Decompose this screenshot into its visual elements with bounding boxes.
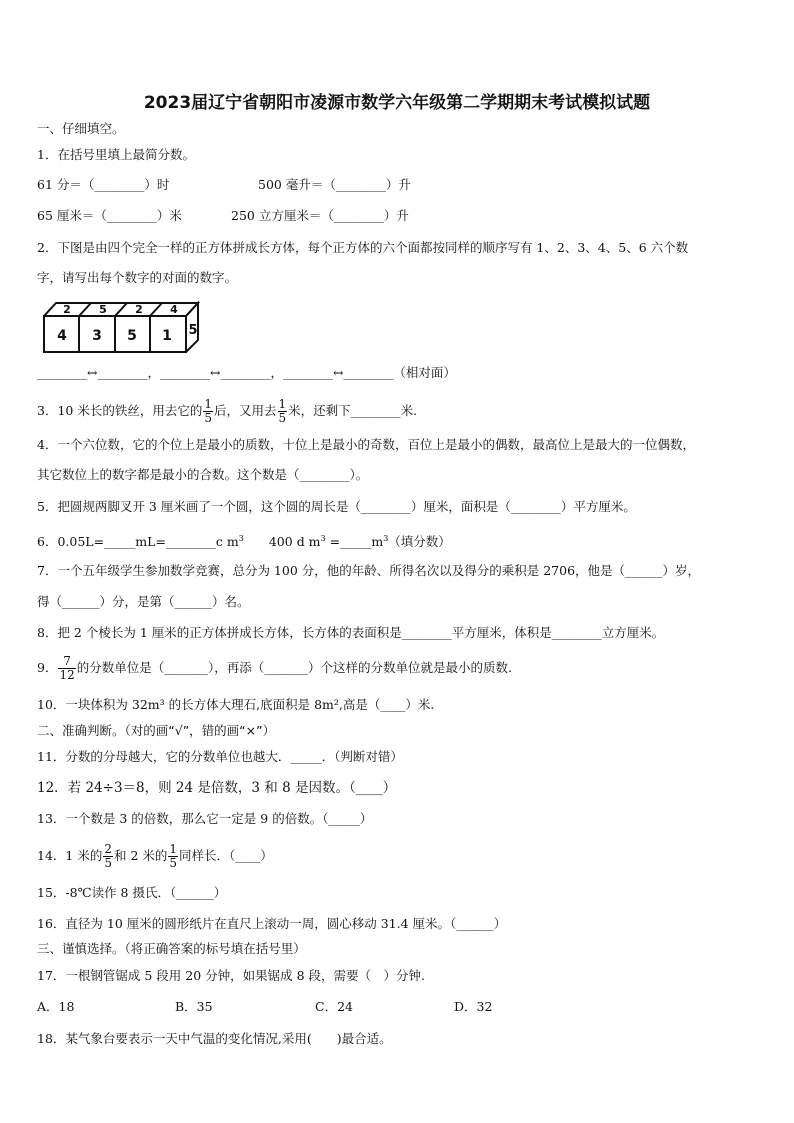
numerator: 1 <box>169 842 178 856</box>
exponent: 3 <box>383 534 389 543</box>
question-1-item-b: 500 毫升＝（________）升 <box>258 177 411 192</box>
fraction-one-fifth <box>278 398 288 425</box>
question-6-part-d: （填分数） <box>388 534 451 550</box>
front-face-2: 3 <box>92 328 102 344</box>
top-face-2: 5 <box>99 303 107 316</box>
page-title: 2023届辽宁省朝阳市凌源市数学六年级第二学期期末考试模拟试题 <box>143 93 651 113</box>
question-17-stem: 17．一根钢管锯成 5 段用 20 分钟，如果锯成 8 段，需要（ ）分钟. <box>37 968 426 983</box>
question-17-option-c: C．24 <box>315 999 353 1014</box>
question-14-part-a: 14．1 米的 <box>37 848 103 863</box>
question-1-item-c: 65 厘米＝（________）米 <box>37 208 182 223</box>
question-13: 13．一个数是 3 的倍数，那么它一定是 9 的倍数。（_____） <box>37 811 373 826</box>
question-2-stem-line1: 2．下图是由四个完全一样的正方体拼成长方体，每个正方体的六个面都按同样的顺序写有 1、2、3、4、5、6 六个数 <box>37 240 689 255</box>
cuboid-figure <box>42 300 202 356</box>
question-12: 12．若 24÷3＝8，则 24 是倍数，3 和 8 是因数。（____） <box>37 780 397 796</box>
top-face-4: 4 <box>170 303 178 316</box>
numerator: 2 <box>104 842 112 856</box>
question-6 <box>37 530 451 551</box>
question-2-answer-pairs: ________↔________，________↔________，________↔________（相对面） <box>37 365 456 380</box>
question-16: 16．直径为 10 厘米的圆形纸片在直尺上滚动一周，圆心移动 31.4 厘米。（______） <box>37 916 507 931</box>
denominator: 5 <box>169 856 178 870</box>
question-3-part-b: 后，又用去 <box>213 403 277 418</box>
fraction-one-fifth <box>203 398 213 425</box>
section-heading-2: 二、准确判断。（对的画“√”，错的画“×”） <box>37 723 276 738</box>
question-11: 11．分数的分母越大，它的分数单位也越大．_____．（判断对错） <box>37 749 403 764</box>
question-1-item-d: 250 立方厘米＝（________）升 <box>231 208 409 223</box>
front-face-4: 1 <box>162 328 172 344</box>
question-9 <box>37 655 512 682</box>
question-17-option-d: D．32 <box>454 999 493 1014</box>
question-9-part-b: 的分数单位是（_______），再添（_______）个这样的分数单位就是最小的质数. <box>76 660 512 675</box>
exponent: 3 <box>320 534 326 543</box>
fraction-seven-twelfths <box>58 655 75 682</box>
question-5: 5．把圆规两脚叉开 3 厘米画了一个圆，这个圆的周长是（________）厘米，面积是（________）平方厘米。 <box>37 499 636 514</box>
question-15: 15．-8℃读作 8 摄氏．（______） <box>37 885 227 900</box>
top-face-3: 2 <box>135 303 143 316</box>
section-heading-1: 一、仔细填空。 <box>37 121 125 136</box>
denominator: 12 <box>59 668 75 682</box>
question-3 <box>37 398 417 425</box>
question-1-item-a: 61 分＝（________）时 <box>37 177 170 192</box>
top-face-1: 2 <box>63 303 71 316</box>
numerator: 7 <box>58 655 75 669</box>
question-17-option-b: B．35 <box>175 999 213 1014</box>
question-4-line2: 其它数位上的数字都是最小的合数。这个数是（________）。 <box>37 467 369 482</box>
fraction-two-fifths <box>103 843 113 870</box>
side-face: 5 <box>188 323 198 338</box>
front-face-1: 4 <box>57 328 67 344</box>
question-1-stem: 1．在括号里填上最简分数。 <box>37 147 195 162</box>
question-8: 8．把 2 个棱长为 1 厘米的正方体拼成长方体，长方体的表面积是________平方厘米，体积是________立方厘米。 <box>37 625 665 640</box>
denominator: 5 <box>104 856 112 870</box>
numerator: 1 <box>278 397 287 411</box>
front-face-3: 5 <box>127 328 137 344</box>
question-14-part-c: 同样长．（____） <box>179 848 273 863</box>
question-9-part-a: 9． <box>37 660 58 675</box>
question-6-part-a: 6．0.05L=_____mL=________c m <box>37 534 239 550</box>
question-7-line2: 得（______）分，是第（______）名。 <box>37 594 250 609</box>
question-3-part-c: 米，还剩下________米. <box>288 403 418 418</box>
section-heading-3: 三、谨慎选择。（将正确答案的标号填在括号里） <box>37 941 306 956</box>
question-14 <box>37 843 273 870</box>
question-6-part-b: 400 d m <box>243 534 321 550</box>
question-4-line1: 4．一个六位数，它的个位上是最小的质数，十位上是最小的奇数，百位上是最小的偶数，最高位上是最大的一位偶数， <box>37 437 695 452</box>
question-14-part-b: 和 2 米的 <box>113 848 168 863</box>
question-10: 10．一块体积为 32m³ 的长方体大理石,底面积是 8m²,高是（____）米. <box>37 697 435 712</box>
denominator: 5 <box>278 411 287 425</box>
question-6-part-c: =_____m <box>325 534 384 550</box>
fraction-one-fifth <box>168 843 178 870</box>
question-2-stem-line2: 字，请写出每个数字的对面的数字。 <box>37 270 238 285</box>
question-3-part-a: 3．10 米长的铁丝，用去它的 <box>37 403 203 418</box>
denominator: 5 <box>204 411 212 425</box>
question-18: 18．某气象台要表示一天中气温的变化情况,采用( )最合适。 <box>37 1031 392 1046</box>
question-17-option-a: A．18 <box>37 999 75 1014</box>
question-7-line1: 7．一个五年级学生参加数学竞赛，总分为 100 分，他的年龄、所得名次以及得分的乘积是 2706，他是（______）岁， <box>37 563 701 578</box>
numerator: 1 <box>204 397 212 411</box>
exponent: 3 <box>238 534 244 543</box>
